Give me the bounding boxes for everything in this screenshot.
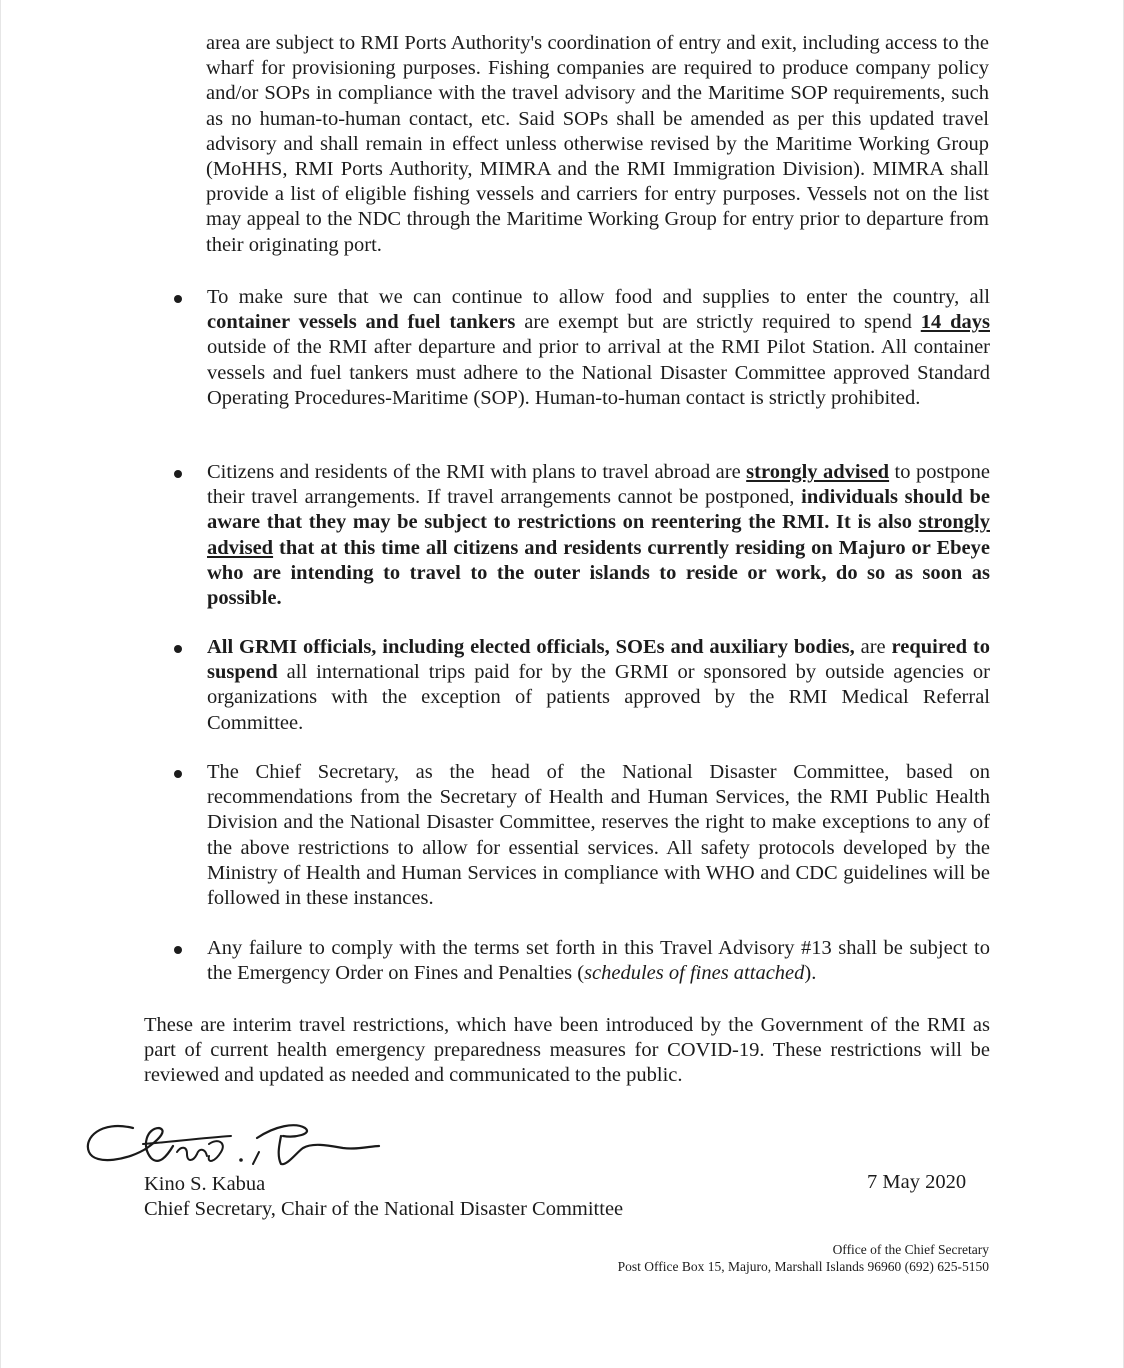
bullet-dot-icon xyxy=(174,470,182,478)
closing-paragraph: These are interim travel restrictions, which have been introduced by the Government of the RMI as part of current health emergency preparedness measures for COVID-19. These restrictions will be reviewed and updated as needed and communicated to the public. xyxy=(144,1014,990,1087)
text-run-bold: individuals should be aware that they may be subject to restrictions on reentering the RMI. It is also xyxy=(207,486,990,534)
footer-office: Office of the Chief Secretary xyxy=(832,1242,989,1257)
text-run: The Chief Secretary, as the head of the National Disaster Committee, based on recommendations from the Secretary of Health and Human Services, the RMI Public Health Division and the National Disaster Committee, reserves the right to make exceptions to any of the above restrictions to allow for essential services. All safety protocols developed by the Ministry of Health and Human Services in compliance with WHO and CDC guidelines will be followed in these instances. xyxy=(207,761,990,910)
text-run: ). xyxy=(804,962,817,985)
text-run: Citizens and residents of the RMI with plans to travel abroad are xyxy=(207,461,747,483)
bullet-text xyxy=(207,285,990,411)
text-run: outside of the RMI after departure and prior to arrival at the RMI Pilot Station. All container vessels and fuel tankers must adhere to the National Disaster Committee approved Standard Operating Procedures-Maritime (SOP). Human-to-human contact is strictly prohibited. xyxy=(207,336,990,409)
text-run-bold-underline: strongly advised xyxy=(746,461,890,483)
text-run-bold: required to suspend xyxy=(207,636,990,684)
bullet-text xyxy=(207,635,990,736)
text-run-italic: schedules of fines attached xyxy=(584,962,805,985)
intro-paragraph: area are subject to RMI Ports Authority's coordination of entry and exit, including access to the wharf for provisioning purposes. Fishing companies are required to produce company policy and/or SOPs in compliance with the travel advisory and the Maritime SOP requirements, such as no human-to-human contact, etc. Said SOPs shall be amended as per this updated travel advisory and shall remain in effect unless otherwise revised by the Maritime Working Group (MoHHS, RMI Ports Authority, MIMRA and the RMI Immigration Division). MIMRA shall provide a list of eligible fishing vessels and carriers for entry purposes. Vessels not on the list may appeal to the NDC through the Maritime Working Group for entry prior to departure from their originating port. xyxy=(206,32,989,256)
text-run: Any failure to comply with the terms set forth in this Travel Advisory #13 shall be subject to the Emergency Order on Fines and Penalties ( xyxy=(207,937,990,985)
bullet-dot-icon xyxy=(174,645,182,653)
text-run-bold: container vessels and fuel tankers xyxy=(207,311,516,334)
signatory-name: Kino S. Kabua xyxy=(144,1173,266,1195)
footer-address: Post Office Box 15, Majuro, Marshall Islands 96960 (692) 625-5150 xyxy=(617,1259,989,1274)
text-run-bold-underline: 14 days xyxy=(920,311,990,334)
text-run: are xyxy=(854,636,892,658)
text-run-bold: All GRMI officials, including elected officials, SOEs and auxiliary bodies, xyxy=(207,636,855,658)
text-run: to postpone their travel arrangements. If travel arrangements cannot be postponed, xyxy=(207,461,990,509)
text-run: To make sure that we can continue to allow food and supplies to enter the country, all xyxy=(207,286,990,308)
text-run: all international trips paid for by the GRMI or sponsored by outside agencies or organizations with the exception of patients approved by the RMI Medical Referral Committee. xyxy=(207,661,990,734)
signatory-title: Chief Secretary, Chair of the National Disaster Committee xyxy=(144,1198,624,1220)
bullet-dot-icon xyxy=(174,946,182,954)
bullet-text xyxy=(207,936,990,986)
text-run: are exempt but are strictly required to spend xyxy=(515,311,921,334)
text-run-bold: that at this time all citizens and residents currently residing on Majuro or Ebeye who are intending to travel to the outer islands to reside or work, do so as soon as possible. xyxy=(207,536,990,610)
bullet-dot-icon xyxy=(174,770,182,778)
handwritten-signature xyxy=(81,1108,381,1178)
bullet-text xyxy=(207,760,990,911)
bullet-text xyxy=(207,460,990,611)
text-run-bold-underline: strongly advised xyxy=(207,511,990,559)
bullet-dot-icon xyxy=(174,295,182,303)
signature-date: 7 May 2020 xyxy=(867,1171,967,1193)
